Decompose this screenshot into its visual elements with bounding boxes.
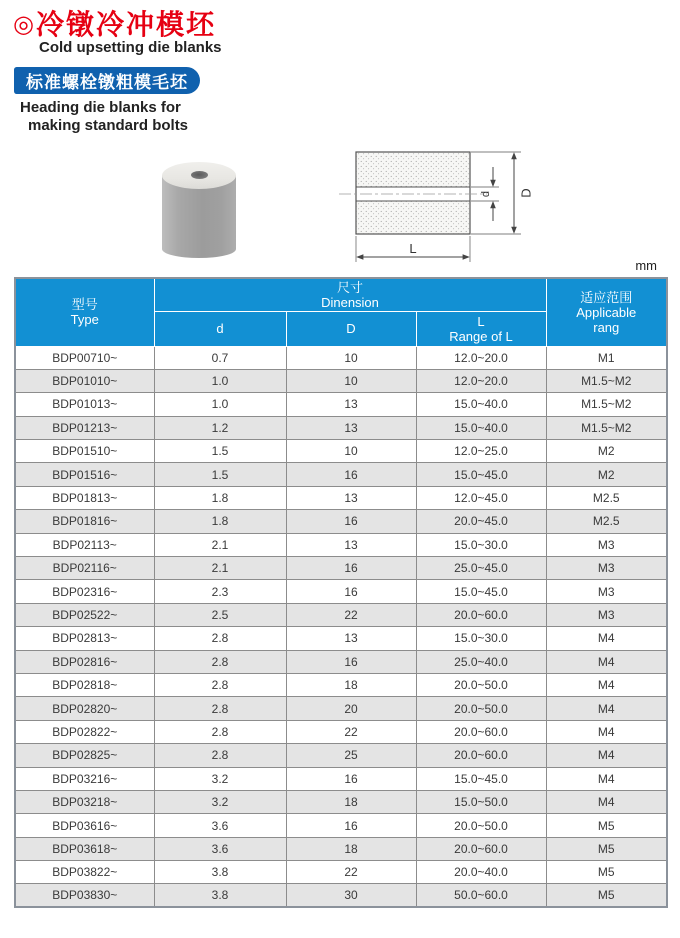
table-cell: 20.0~50.0 — [416, 673, 546, 696]
table-cell: BDP03216~ — [15, 767, 154, 790]
table-cell: 18 — [286, 790, 416, 813]
spec-table-header — [15, 278, 667, 346]
section-subtitle-line1: Heading die blanks for — [20, 99, 181, 116]
table-cell: 1.0 — [154, 369, 286, 392]
table-row — [15, 837, 667, 860]
unit-label: mm — [635, 258, 657, 273]
table-cell: 3.8 — [154, 861, 286, 884]
table-cell: M3 — [546, 533, 667, 556]
table-cell: 20.0~50.0 — [416, 814, 546, 837]
table-row — [15, 346, 667, 369]
table-cell: M1.5~M2 — [546, 369, 667, 392]
table-cell: 3.2 — [154, 767, 286, 790]
arrow-down — [490, 180, 496, 187]
table-cell: 2.8 — [154, 650, 286, 673]
col-header-L-line2: Range of L — [449, 328, 513, 344]
table-cell: 13 — [286, 416, 416, 439]
table-cell: BDP02816~ — [15, 650, 154, 673]
table-cell: BDP01510~ — [15, 440, 154, 463]
table-cell: M2 — [546, 440, 667, 463]
table-cell: 2.1 — [154, 533, 286, 556]
table-row — [15, 416, 667, 439]
table-cell: M2.5 — [546, 486, 667, 509]
col-header-dimension-group — [154, 278, 546, 311]
table-cell: M4 — [546, 650, 667, 673]
table-cell: 25 — [286, 744, 416, 767]
page-title-zh: 冷镦冷冲模坯 — [35, 9, 216, 40]
table-cell: 3.6 — [154, 814, 286, 837]
table-cell: BDP01010~ — [15, 369, 154, 392]
table-cell: 13 — [286, 533, 416, 556]
table-cell: 2.1 — [154, 557, 286, 580]
table-cell: 1.5 — [154, 440, 286, 463]
table-cell: 2.5 — [154, 603, 286, 626]
table-cell: 3.6 — [154, 837, 286, 860]
table-row — [15, 673, 667, 696]
table-row — [15, 650, 667, 673]
table-cell: M4 — [546, 767, 667, 790]
table-cell: 10 — [286, 369, 416, 392]
arrow-up — [511, 152, 517, 159]
table-cell: M1 — [546, 346, 667, 369]
table-cell: BDP02820~ — [15, 697, 154, 720]
table-row — [15, 767, 667, 790]
table-cell: BDP02813~ — [15, 627, 154, 650]
table-cell: BDP01813~ — [15, 486, 154, 509]
table-cell: 15.0~45.0 — [416, 580, 546, 603]
table-cell: M4 — [546, 673, 667, 696]
col-header-dimension-zh: 尺寸 — [336, 279, 363, 295]
table-cell: M5 — [546, 884, 667, 907]
table-row — [15, 393, 667, 416]
table-cell: 20.0~50.0 — [416, 697, 546, 720]
table-cell: 2.8 — [154, 720, 286, 743]
section-banner — [14, 67, 200, 94]
table-row — [15, 603, 667, 626]
col-header-dimension-en: Dinension — [321, 294, 379, 310]
table-cell: M5 — [546, 837, 667, 860]
col-header-L — [416, 311, 546, 346]
table-cell: 16 — [286, 580, 416, 603]
table-cell: 12.0~20.0 — [416, 369, 546, 392]
table-cell: 16 — [286, 767, 416, 790]
table-cell: 12.0~45.0 — [416, 486, 546, 509]
table-row — [15, 510, 667, 533]
table-cell: 20.0~60.0 — [416, 837, 546, 860]
table-cell: 10 — [286, 346, 416, 369]
table-cell: 12.0~20.0 — [416, 346, 546, 369]
table-cell: BDP02113~ — [15, 533, 154, 556]
table-cell: 2.8 — [154, 744, 286, 767]
table-cell: 2.8 — [154, 627, 286, 650]
col-header-applicable — [546, 278, 667, 346]
table-cell: 30 — [286, 884, 416, 907]
table-cell: 1.8 — [154, 486, 286, 509]
table-cell: BDP02316~ — [15, 580, 154, 603]
table-cell: M1.5~M2 — [546, 393, 667, 416]
double-circle-icon: ◎ — [13, 11, 34, 38]
table-cell: 13 — [286, 486, 416, 509]
table-cell: 13 — [286, 627, 416, 650]
section-bottom-half — [356, 201, 470, 234]
table-cell: 1.5 — [154, 463, 286, 486]
table-cell: 10 — [286, 440, 416, 463]
table-cell: BDP03822~ — [15, 861, 154, 884]
table-cell: 22 — [286, 720, 416, 743]
table-row — [15, 580, 667, 603]
table-cell: BDP01013~ — [15, 393, 154, 416]
table-cell: 16 — [286, 463, 416, 486]
table-cell: 50.0~60.0 — [416, 884, 546, 907]
table-cell: 16 — [286, 510, 416, 533]
table-cell: 3.2 — [154, 790, 286, 813]
table-cell: 3.8 — [154, 884, 286, 907]
col-header-type — [15, 278, 154, 346]
table-cell: 20.0~60.0 — [416, 603, 546, 626]
table-cell: BDP03218~ — [15, 790, 154, 813]
table-cell: M4 — [546, 720, 667, 743]
table-cell: M1.5~M2 — [546, 416, 667, 439]
table-cell: 20.0~40.0 — [416, 861, 546, 884]
table-row — [15, 744, 667, 767]
table-cell: 1.8 — [154, 510, 286, 533]
table-cell: M5 — [546, 861, 667, 884]
table-cell: 2.8 — [154, 673, 286, 696]
table-cell: 18 — [286, 837, 416, 860]
table-row — [15, 790, 667, 813]
table-cell: 16 — [286, 814, 416, 837]
arrow-right — [463, 254, 470, 260]
table-cell: BDP01213~ — [15, 416, 154, 439]
section-top-half — [356, 152, 470, 187]
table-cell: 25.0~45.0 — [416, 557, 546, 580]
table-row — [15, 533, 667, 556]
table-row — [15, 463, 667, 486]
table-row — [15, 697, 667, 720]
table-cell: 1.2 — [154, 416, 286, 439]
col-header-d: d — [154, 311, 286, 346]
table-cell: 22 — [286, 861, 416, 884]
spec-table — [14, 277, 668, 908]
table-row — [15, 627, 667, 650]
table-cell: BDP02522~ — [15, 603, 154, 626]
table-cell: 20.0~45.0 — [416, 510, 546, 533]
table-cell: BDP03830~ — [15, 884, 154, 907]
table-cell: M2 — [546, 463, 667, 486]
table-cell: 1.0 — [154, 393, 286, 416]
table-cell: BDP02825~ — [15, 744, 154, 767]
table-cell: 16 — [286, 650, 416, 673]
dim-label-D: D — [518, 188, 534, 198]
table-cell: 2.8 — [154, 697, 286, 720]
table-row — [15, 440, 667, 463]
dim-label-d: d — [479, 190, 492, 198]
table-row — [15, 557, 667, 580]
table-row — [15, 884, 667, 907]
col-header-type-zh: 型号 — [71, 297, 98, 313]
die-blank-3d-illustration — [162, 162, 236, 258]
table-cell: 20.0~60.0 — [416, 744, 546, 767]
table-cell: M3 — [546, 603, 667, 626]
dim-label-L: L — [409, 241, 417, 256]
col-header-L-line1: L — [477, 313, 485, 329]
arrow-up — [490, 201, 496, 208]
table-row — [15, 486, 667, 509]
table-cell: BDP02818~ — [15, 673, 154, 696]
col-header-type-en: Type — [70, 312, 99, 328]
col-header-applicable-en1: Applicable — [576, 304, 637, 320]
col-header-D: D — [286, 311, 416, 346]
table-cell: BDP01516~ — [15, 463, 154, 486]
table-cell: 16 — [286, 557, 416, 580]
arrow-left — [356, 254, 363, 260]
table-row — [15, 814, 667, 837]
table-cell: M4 — [546, 790, 667, 813]
table-cell: M3 — [546, 580, 667, 603]
spec-table-body — [15, 346, 667, 907]
cylinder-hole — [191, 171, 208, 179]
table-cell: M4 — [546, 744, 667, 767]
table-cell: 15.0~45.0 — [416, 767, 546, 790]
table-cell: 15.0~30.0 — [416, 533, 546, 556]
table-cell: 20.0~60.0 — [416, 720, 546, 743]
table-cell: 15.0~45.0 — [416, 463, 546, 486]
table-cell: 22 — [286, 603, 416, 626]
page-title-en: Cold upsetting die blanks — [39, 39, 222, 56]
section-banner-label: 标准螺栓镦粗模毛坯 — [26, 73, 188, 92]
table-cell: M5 — [546, 814, 667, 837]
table-cell: 25.0~40.0 — [416, 650, 546, 673]
table-cell: 15.0~40.0 — [416, 393, 546, 416]
table-cell: 2.3 — [154, 580, 286, 603]
table-row — [15, 369, 667, 392]
table-cell: 15.0~50.0 — [416, 790, 546, 813]
section-subtitle — [20, 99, 188, 135]
cross-section-drawing — [335, 145, 535, 270]
table-cell: M2.5 — [546, 510, 667, 533]
table-row — [15, 861, 667, 884]
table-cell: 20 — [286, 697, 416, 720]
table-cell: 15.0~30.0 — [416, 627, 546, 650]
col-header-applicable-zh: 适应范围 — [580, 289, 633, 305]
table-cell: BDP02822~ — [15, 720, 154, 743]
table-cell: BDP01816~ — [15, 510, 154, 533]
table-cell: 13 — [286, 393, 416, 416]
table-cell: BDP03616~ — [15, 814, 154, 837]
table-cell: 0.7 — [154, 346, 286, 369]
table-cell: 15.0~40.0 — [416, 416, 546, 439]
table-cell: M4 — [546, 697, 667, 720]
table-row — [15, 720, 667, 743]
table-cell: BDP03618~ — [15, 837, 154, 860]
table-cell: 18 — [286, 673, 416, 696]
table-cell: M3 — [546, 557, 667, 580]
section-subtitle-line2: making standard bolts — [28, 117, 189, 134]
table-cell: M4 — [546, 627, 667, 650]
table-cell: BDP02116~ — [15, 557, 154, 580]
col-header-applicable-en2: rang — [593, 319, 620, 335]
table-cell: BDP00710~ — [15, 346, 154, 369]
table-cell: 12.0~25.0 — [416, 440, 546, 463]
arrow-down — [511, 227, 517, 234]
page-title — [13, 10, 216, 40]
